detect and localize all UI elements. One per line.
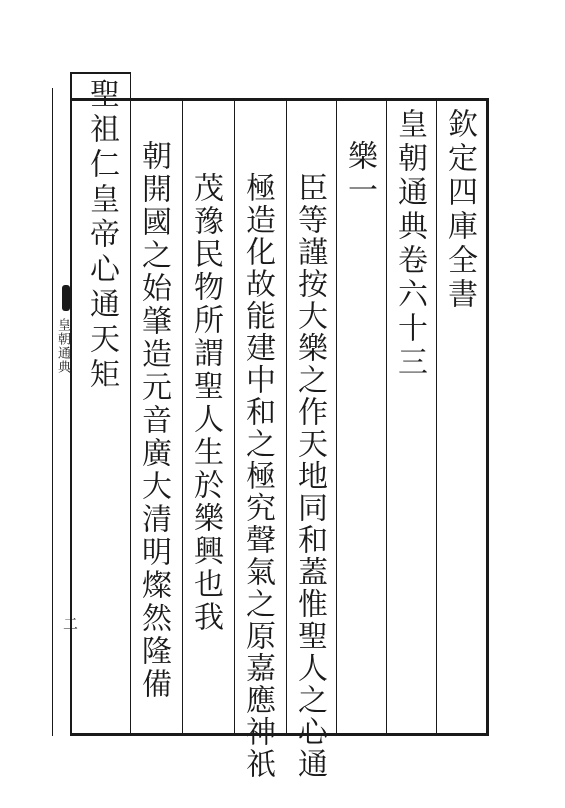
text-column-1: 皇朝通典卷六十三 bbox=[392, 108, 427, 380]
column-divider bbox=[234, 100, 235, 736]
column-divider bbox=[436, 100, 437, 736]
text-column-3: 臣等謹按大樂之作天地同和蓋惟聖人之心通 bbox=[292, 172, 327, 780]
column-divider bbox=[182, 100, 183, 736]
gutter-book-title: 皇朝通典 bbox=[55, 318, 70, 374]
column-divider bbox=[286, 100, 287, 736]
gutter-line bbox=[52, 88, 53, 736]
text-column-5: 茂豫民物所謂聖人生於樂興也我 bbox=[188, 172, 223, 634]
text-column-7: 聖祖仁皇帝心通天矩 bbox=[84, 78, 119, 393]
gutter-leaf-number: 二 bbox=[61, 616, 79, 632]
outer-frame-bottom bbox=[72, 733, 488, 736]
column-divider bbox=[336, 100, 337, 736]
text-column-6: 朝開國之始肇造元音廣大清明燦然隆備 bbox=[136, 140, 171, 701]
top-left-tab bbox=[70, 72, 130, 74]
text-column-4: 極造化故能建中和之極究聲氣之原嘉應神祇 bbox=[240, 172, 275, 780]
library-title: 欽定四庫全書 bbox=[442, 108, 477, 312]
outer-frame-right bbox=[486, 98, 489, 736]
column-divider bbox=[130, 72, 131, 736]
outer-frame-top bbox=[72, 98, 488, 101]
column-divider bbox=[386, 100, 387, 736]
outer-frame-left bbox=[70, 72, 72, 736]
gutter-mark bbox=[62, 285, 70, 311]
text-column-2: 樂一 bbox=[342, 140, 377, 208]
